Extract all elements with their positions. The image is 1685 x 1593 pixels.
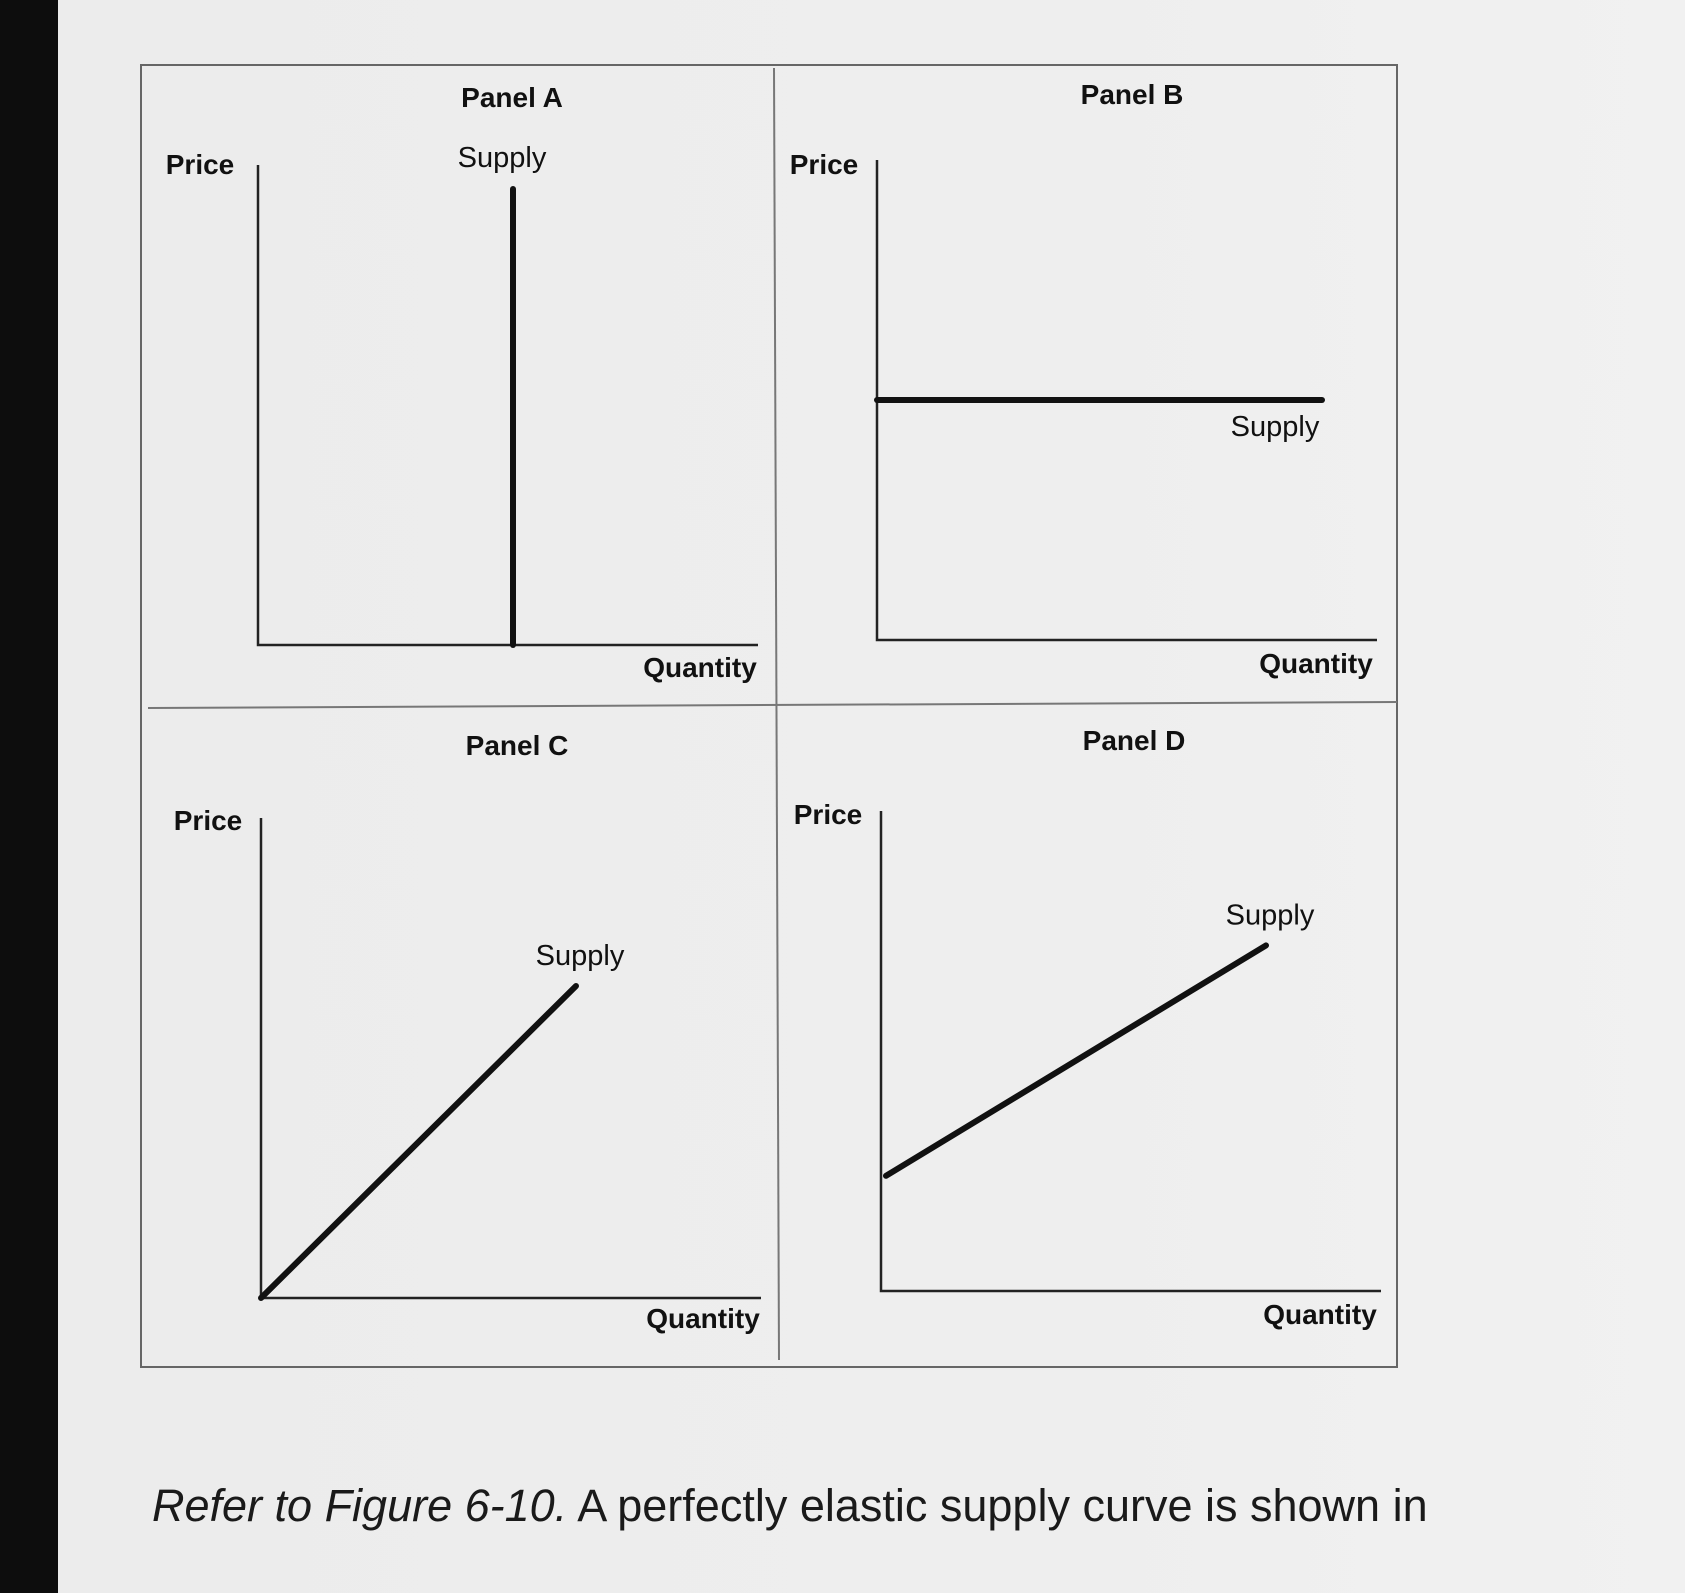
panel-b-title: Panel B — [1080, 79, 1184, 110]
figure-horizontal-divider — [148, 702, 1397, 708]
panel-b-supply-label: Supply — [1230, 411, 1320, 443]
panel-a-axes — [258, 165, 758, 645]
panel-c-supply-curve — [261, 986, 576, 1298]
panel-b-x-axis-label: Quantity — [1259, 648, 1373, 679]
panel-d-x-axis-label: Quantity — [1263, 1299, 1377, 1330]
figure-vertical-divider — [774, 68, 779, 1360]
panel-d-title: Panel D — [1082, 725, 1186, 756]
figure-border — [141, 65, 1397, 1367]
panel-b-y-axis-label: Price — [789, 149, 859, 180]
panel-a-x-axis-label: Quantity — [643, 652, 757, 683]
caption-text: A perfectly elastic supply curve is shown in — [567, 1480, 1428, 1531]
panel-d-y-axis-label: Price — [793, 799, 863, 830]
panel-c-supply-label: Supply — [535, 940, 625, 972]
panel-a-title: Panel A — [461, 82, 563, 113]
panel-d-supply-label: Supply — [1225, 899, 1315, 932]
panel-c-y-axis-label: Price — [173, 805, 243, 836]
question-caption — [152, 1480, 1428, 1532]
panel-a — [166, 82, 758, 683]
panel-d-supply-curve — [886, 945, 1266, 1175]
panel-d — [794, 725, 1381, 1330]
panel-c — [174, 730, 761, 1334]
panel-b — [790, 79, 1377, 679]
panel-a-y-axis-label: Price — [165, 149, 235, 180]
panel-d-axes — [881, 811, 1381, 1291]
caption-figure-reference: Refer to Figure 6-10. — [152, 1480, 568, 1531]
panel-c-title: Panel C — [465, 730, 569, 761]
panel-c-x-axis-label: Quantity — [646, 1303, 760, 1334]
panel-a-supply-label: Supply — [457, 142, 547, 174]
